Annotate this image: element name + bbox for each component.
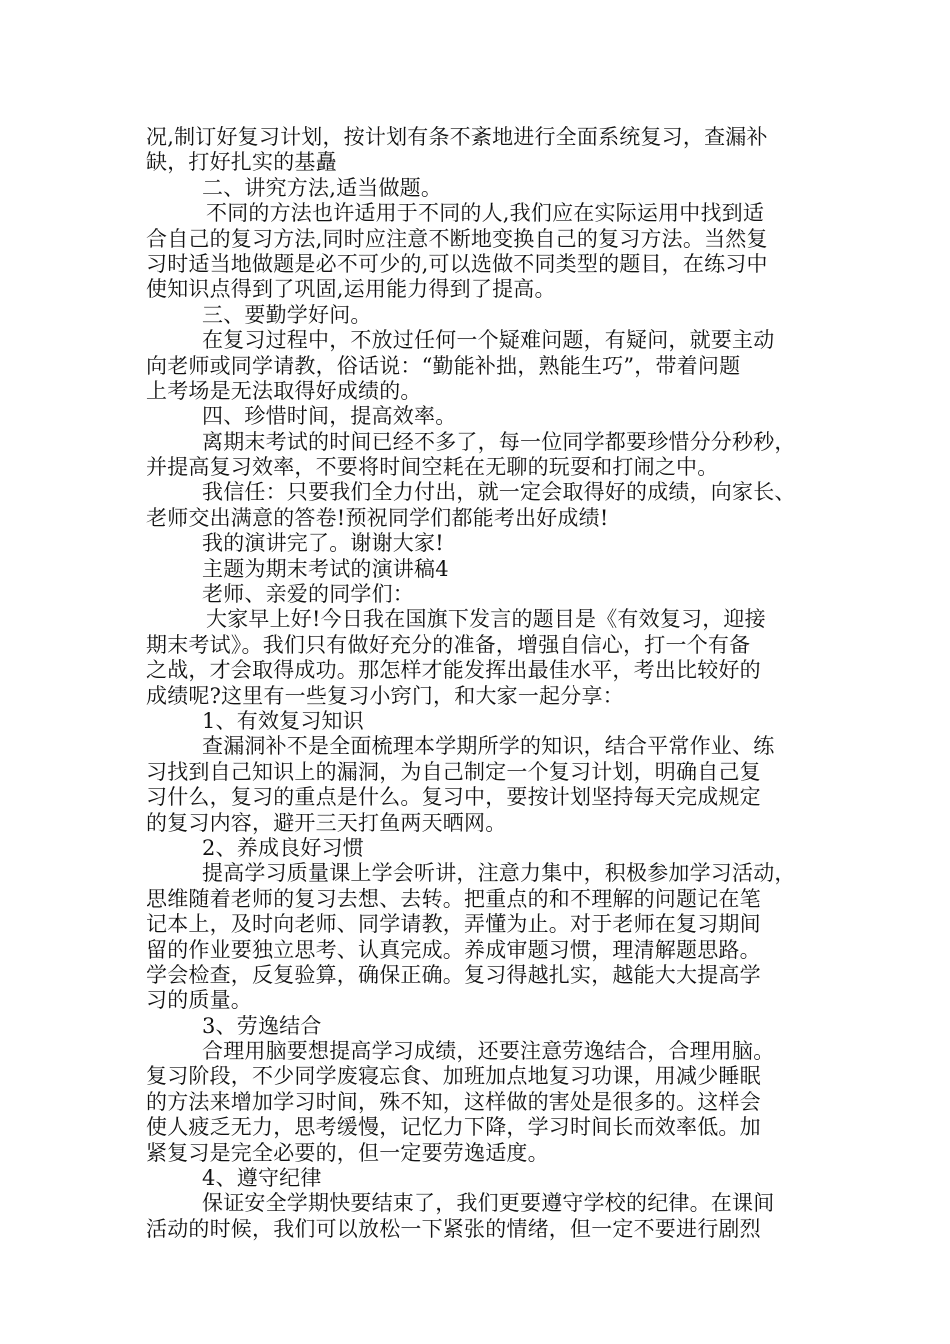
text-line: 留的作业要独立思考、认真完成。养成审题习惯，理清解题思路。 [146, 937, 761, 962]
text-line: 使知识点得到了巩固,运用能力得到了提高。 [146, 277, 556, 302]
text-line: 习的质量。 [146, 988, 252, 1013]
section-heading: 三、要勤学好问。 [202, 302, 372, 327]
text-line: 老师交出满意的答卷!预祝同学们都能考出好成绩! [146, 505, 609, 530]
section-heading: 3、劳逸结合 [202, 1013, 322, 1038]
text-line: 离期末考试的时间已经不多了，每一位同学都要珍惜分分秒秒， [202, 429, 796, 454]
text-line: 习时适当地做题是必不可少的,可以选做不同类型的题目，在练习中 [146, 251, 768, 276]
text-line: 记本上，及时向老师、同学请教，弄懂为止。对于老师在复习期间 [146, 912, 761, 937]
text-line: 习找到自己知识上的漏洞，为自己制定一个复习计划，明确自己复 [146, 759, 761, 784]
text-line: 我的演讲完了。谢谢大家! [202, 531, 444, 556]
text-line: 在复习过程中，不放过任何一个疑难问题，有疑问，就要主动 [202, 328, 775, 353]
text-line: 的复习内容，避开三天打鱼两天晒网。 [146, 810, 507, 835]
text-line: 习什么，复习的重点是什么。复习中，要按计划坚持每天完成规定 [146, 785, 761, 810]
text-line: 我信任：只要我们全力付出，就一定会取得好的成绩，向家长、 [202, 480, 796, 505]
text-line: 提高学习质量课上学会听讲，注意力集中，积极参加学习活动， [202, 861, 796, 886]
text-line: 合理用脑要想提高学习成绩，还要注意劳逸结合，合理用脑。 [202, 1039, 775, 1064]
section-heading: 四、珍惜时间，提高效率。 [202, 404, 457, 429]
text-line: 合自己的复习方法,同时应注意不断地变换自己的复习方法。当然复 [146, 226, 768, 251]
document-page [146, 125, 824, 1242]
text-line: 的方法来增加学习时间，殊不知，这样做的害处是很多的。这样会 [146, 1089, 761, 1114]
salutation: 老师、亲爱的同学们： [202, 582, 414, 607]
text-line: 学会检查，反复验算，确保正确。复习得越扎实，越能大大提高学 [146, 962, 761, 987]
text-line: 缺，打好扎实的基矗 [146, 150, 337, 175]
text-line: 之战，才会取得成功。那怎样才能发挥出最佳水平，考出比较好的 [146, 658, 761, 683]
text-line: 活动的时候，我们可以放松一下紧张的情绪，但一定不要进行剧烈 [146, 1216, 761, 1241]
text-line: 大家早上好!今日我在国旗下发言的题目是《有效复习，迎接 [206, 607, 766, 632]
section-heading: 1、有效复习知识 [202, 708, 364, 733]
text-line: 保证安全学期快要结束了，我们更要遵守学校的纪律。在课间 [202, 1191, 775, 1216]
section-heading: 4、遵守纪律 [202, 1166, 322, 1191]
text-line: 紧复习是完全必要的，但一定要劳逸适度。 [146, 1140, 549, 1165]
text-line: 向老师或同学请教，俗话说：“勤能补拙，熟能生巧”，带着问题 [146, 353, 741, 378]
document-title: 主题为期末考试的演讲稿4 [202, 556, 449, 581]
text-line: 使人疲乏无力，思考缓慢，记忆力下降，学习时间长而效率低。加 [146, 1115, 761, 1140]
text-line: 成绩呢?这里有一些复习小窍门，和大家一起分享： [146, 683, 624, 708]
text-line: 思维随着老师的复习去想、去转。把重点的和不理解的问题记在笔 [146, 886, 761, 911]
section-heading: 二、讲究方法,适当做题。 [202, 175, 443, 200]
text-line: 不同的方法也许适用于不同的人,我们应在实际运用中找到适 [206, 201, 765, 226]
text-line: 况,制订好复习计划，按计划有条不紊地进行全面系统复习，查漏补 [146, 125, 768, 149]
text-line: 期末考试》。我们只有做好充分的准备，增强自信心，打一个有备 [146, 632, 751, 657]
section-heading: 2、养成良好习惯 [202, 835, 364, 860]
text-line: 复习阶段，不少同学废寝忘食、加班加点地复习功课，用减少睡眠 [146, 1064, 761, 1089]
text-line: 查漏洞补不是全面梳理本学期所学的知识，结合平常作业、练 [202, 734, 775, 759]
text-line: 上考场是无法取得好成绩的。 [146, 378, 422, 403]
text-line: 并提高复习效率，不要将时间空耗在无聊的玩耍和打闹之中。 [146, 455, 719, 480]
